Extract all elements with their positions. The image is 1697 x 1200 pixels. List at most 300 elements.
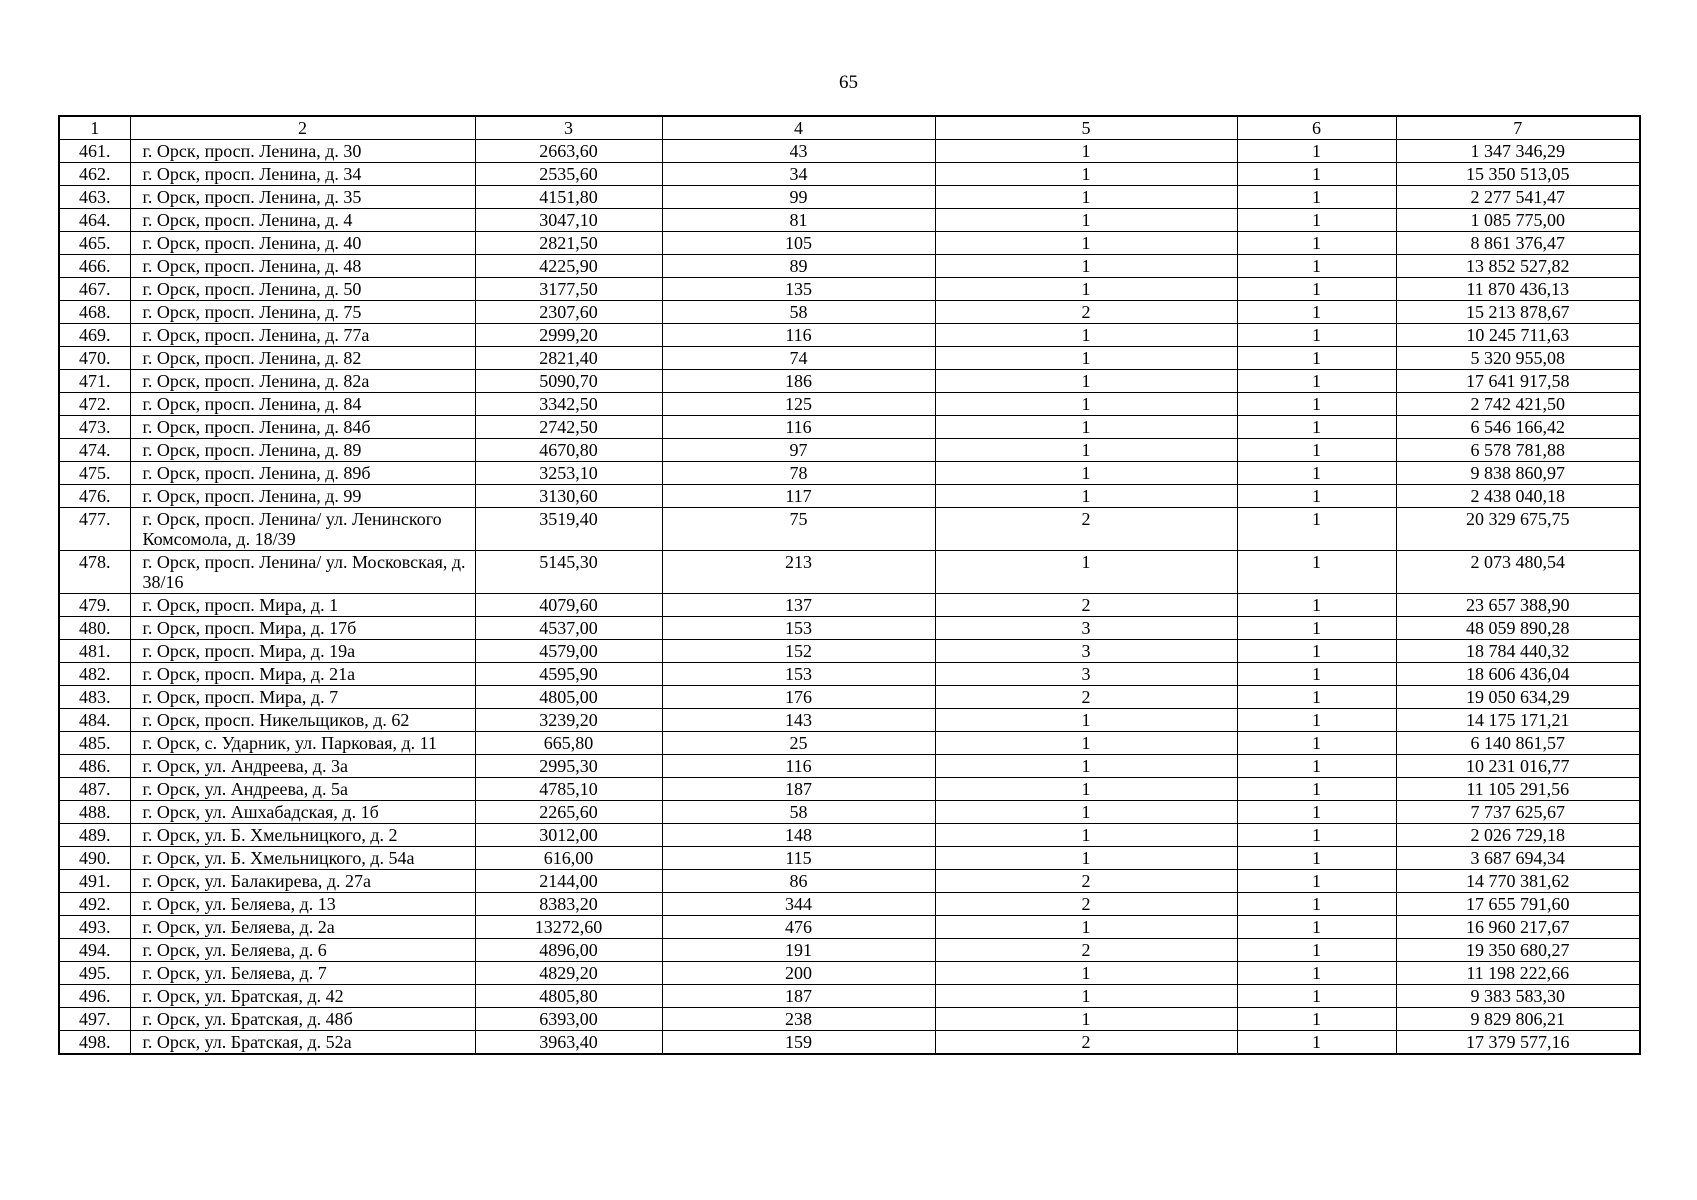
column-header: 4	[662, 116, 935, 140]
address-cell: г. Орск, просп. Ленина, д. 75	[130, 301, 475, 324]
column-4-cell: 34	[662, 163, 935, 186]
table-row	[59, 985, 1640, 1008]
column-3-cell: 5145,30	[475, 551, 662, 594]
address-cell: г. Орск, ул. Братская, д. 42	[130, 985, 475, 1008]
column-5-cell: 2	[935, 1031, 1237, 1055]
column-6-cell: 1	[1237, 551, 1396, 594]
table-row	[59, 370, 1640, 393]
column-7-cell: 8 861 376,47	[1396, 232, 1640, 255]
address-cell: г. Орск, ул. Балакирева, д. 27а	[130, 870, 475, 893]
address-cell: г. Орск, просп. Ленина/ ул. Московская, д. 38/16	[130, 551, 475, 594]
column-4-cell: 58	[662, 301, 935, 324]
column-6-cell: 1	[1237, 755, 1396, 778]
column-5-cell: 1	[935, 962, 1237, 985]
column-7-cell: 7 737 625,67	[1396, 801, 1640, 824]
column-6-cell: 1	[1237, 778, 1396, 801]
column-3-cell: 2144,00	[475, 870, 662, 893]
table-row	[59, 209, 1640, 232]
column-4-cell: 86	[662, 870, 935, 893]
row-number-cell: 481.	[59, 640, 130, 663]
row-number-cell: 478.	[59, 551, 130, 594]
row-number-cell: 461.	[59, 140, 130, 163]
row-number-cell: 466.	[59, 255, 130, 278]
column-7-cell: 2 742 421,50	[1396, 393, 1640, 416]
column-7-cell: 18 606 436,04	[1396, 663, 1640, 686]
column-3-cell: 2999,20	[475, 324, 662, 347]
column-4-cell: 117	[662, 485, 935, 508]
column-4-cell: 187	[662, 778, 935, 801]
address-cell: г. Орск, ул. Братская, д. 52а	[130, 1031, 475, 1055]
column-7-cell: 2 026 729,18	[1396, 824, 1640, 847]
address-cell: г. Орск, ул. Б. Хмельницкого, д. 54а	[130, 847, 475, 870]
column-4-cell: 99	[662, 186, 935, 209]
column-5-cell: 1	[935, 232, 1237, 255]
column-7-cell: 15 350 513,05	[1396, 163, 1640, 186]
table-row	[59, 870, 1640, 893]
column-3-cell: 4785,10	[475, 778, 662, 801]
column-5-cell: 1	[935, 209, 1237, 232]
column-4-cell: 81	[662, 209, 935, 232]
column-3-cell: 3253,10	[475, 462, 662, 485]
address-cell: г. Орск, просп. Ленина, д. 48	[130, 255, 475, 278]
column-4-cell: 116	[662, 416, 935, 439]
table-row	[59, 594, 1640, 617]
column-7-cell: 11 105 291,56	[1396, 778, 1640, 801]
column-3-cell: 4595,90	[475, 663, 662, 686]
column-6-cell: 1	[1237, 209, 1396, 232]
column-7-cell: 9 829 806,21	[1396, 1008, 1640, 1031]
registry-table	[58, 115, 1641, 1055]
column-3-cell: 616,00	[475, 847, 662, 870]
column-4-cell: 148	[662, 824, 935, 847]
row-number-cell: 493.	[59, 916, 130, 939]
address-cell: г. Орск, с. Ударник, ул. Парковая, д. 11	[130, 732, 475, 755]
row-number-cell: 477.	[59, 508, 130, 551]
table-row	[59, 301, 1640, 324]
column-7-cell: 13 852 527,82	[1396, 255, 1640, 278]
column-7-cell: 9 383 583,30	[1396, 985, 1640, 1008]
column-6-cell: 1	[1237, 324, 1396, 347]
row-number-cell: 474.	[59, 439, 130, 462]
column-5-cell: 1	[935, 778, 1237, 801]
column-6-cell: 1	[1237, 824, 1396, 847]
column-6-cell: 1	[1237, 893, 1396, 916]
column-6-cell: 1	[1237, 232, 1396, 255]
column-5-cell: 1	[935, 755, 1237, 778]
column-6-cell: 1	[1237, 962, 1396, 985]
column-6-cell: 1	[1237, 870, 1396, 893]
table-row	[59, 416, 1640, 439]
column-4-cell: 137	[662, 594, 935, 617]
column-header: 1	[59, 116, 130, 140]
column-3-cell: 3177,50	[475, 278, 662, 301]
table-row	[59, 347, 1640, 370]
column-3-cell: 5090,70	[475, 370, 662, 393]
column-6-cell: 1	[1237, 1031, 1396, 1055]
column-4-cell: 186	[662, 370, 935, 393]
column-7-cell: 11 870 436,13	[1396, 278, 1640, 301]
column-6-cell: 1	[1237, 186, 1396, 209]
table-row	[59, 324, 1640, 347]
column-7-cell: 5 320 955,08	[1396, 347, 1640, 370]
table-row	[59, 508, 1640, 551]
address-cell: г. Орск, просп. Мира, д. 17б	[130, 617, 475, 640]
row-number-cell: 469.	[59, 324, 130, 347]
column-6-cell: 1	[1237, 939, 1396, 962]
table-row	[59, 393, 1640, 416]
column-5-cell: 2	[935, 508, 1237, 551]
table-row	[59, 778, 1640, 801]
column-5-cell: 2	[935, 939, 1237, 962]
column-4-cell: 187	[662, 985, 935, 1008]
column-5-cell: 3	[935, 663, 1237, 686]
column-5-cell: 1	[935, 255, 1237, 278]
column-5-cell: 1	[935, 709, 1237, 732]
column-7-cell: 1 085 775,00	[1396, 209, 1640, 232]
row-number-cell: 475.	[59, 462, 130, 485]
column-3-cell: 6393,00	[475, 1008, 662, 1031]
column-7-cell: 10 231 016,77	[1396, 755, 1640, 778]
column-header: 7	[1396, 116, 1640, 140]
column-4-cell: 176	[662, 686, 935, 709]
address-cell: г. Орск, просп. Ленина, д. 89б	[130, 462, 475, 485]
row-number-cell: 487.	[59, 778, 130, 801]
column-3-cell: 2265,60	[475, 801, 662, 824]
column-6-cell: 1	[1237, 508, 1396, 551]
table-row	[59, 824, 1640, 847]
column-7-cell: 18 784 440,32	[1396, 640, 1640, 663]
column-5-cell: 1	[935, 278, 1237, 301]
row-number-cell: 486.	[59, 755, 130, 778]
column-5-cell: 2	[935, 893, 1237, 916]
column-7-cell: 11 198 222,66	[1396, 962, 1640, 985]
column-7-cell: 14 175 171,21	[1396, 709, 1640, 732]
column-5-cell: 1	[935, 732, 1237, 755]
column-3-cell: 13272,60	[475, 916, 662, 939]
address-cell: г. Орск, просп. Ленина, д. 82а	[130, 370, 475, 393]
row-number-cell: 485.	[59, 732, 130, 755]
column-4-cell: 344	[662, 893, 935, 916]
address-cell: г. Орск, просп. Ленина, д. 50	[130, 278, 475, 301]
column-5-cell: 1	[935, 1008, 1237, 1031]
row-number-cell: 491.	[59, 870, 130, 893]
row-number-cell: 483.	[59, 686, 130, 709]
table-row	[59, 686, 1640, 709]
column-6-cell: 1	[1237, 439, 1396, 462]
table-row	[59, 893, 1640, 916]
table-row	[59, 916, 1640, 939]
column-7-cell: 23 657 388,90	[1396, 594, 1640, 617]
column-4-cell: 143	[662, 709, 935, 732]
table-row	[59, 255, 1640, 278]
row-number-cell: 463.	[59, 186, 130, 209]
column-3-cell: 4579,00	[475, 640, 662, 663]
row-number-cell: 472.	[59, 393, 130, 416]
row-number-cell: 465.	[59, 232, 130, 255]
column-7-cell: 10 245 711,63	[1396, 324, 1640, 347]
column-3-cell: 4896,00	[475, 939, 662, 962]
column-4-cell: 58	[662, 801, 935, 824]
column-3-cell: 3239,20	[475, 709, 662, 732]
column-5-cell: 1	[935, 801, 1237, 824]
column-3-cell: 2742,50	[475, 416, 662, 439]
column-5-cell: 1	[935, 485, 1237, 508]
column-6-cell: 1	[1237, 663, 1396, 686]
row-number-cell: 464.	[59, 209, 130, 232]
column-5-cell: 1	[935, 847, 1237, 870]
column-6-cell: 1	[1237, 686, 1396, 709]
column-3-cell: 2821,40	[475, 347, 662, 370]
column-4-cell: 476	[662, 916, 935, 939]
column-6-cell: 1	[1237, 594, 1396, 617]
table-row	[59, 163, 1640, 186]
row-number-cell: 468.	[59, 301, 130, 324]
column-6-cell: 1	[1237, 347, 1396, 370]
column-3-cell: 4805,80	[475, 985, 662, 1008]
column-3-cell: 4079,60	[475, 594, 662, 617]
table-row	[59, 732, 1640, 755]
address-cell: г. Орск, просп. Ленина, д. 34	[130, 163, 475, 186]
column-4-cell: 153	[662, 663, 935, 686]
column-3-cell: 4225,90	[475, 255, 662, 278]
column-7-cell: 20 329 675,75	[1396, 508, 1640, 551]
address-cell: г. Орск, просп. Мира, д. 19а	[130, 640, 475, 663]
column-5-cell: 1	[935, 824, 1237, 847]
column-header: 6	[1237, 116, 1396, 140]
column-4-cell: 152	[662, 640, 935, 663]
column-4-cell: 115	[662, 847, 935, 870]
table-row	[59, 232, 1640, 255]
column-6-cell: 1	[1237, 709, 1396, 732]
address-cell: г. Орск, просп. Никельщиков, д. 62	[130, 709, 475, 732]
column-7-cell: 14 770 381,62	[1396, 870, 1640, 893]
column-4-cell: 125	[662, 393, 935, 416]
row-number-cell: 482.	[59, 663, 130, 686]
column-5-cell: 1	[935, 347, 1237, 370]
address-cell: г. Орск, просп. Ленина, д. 30	[130, 140, 475, 163]
row-number-cell: 479.	[59, 594, 130, 617]
column-3-cell: 2535,60	[475, 163, 662, 186]
column-4-cell: 43	[662, 140, 935, 163]
address-cell: г. Орск, просп. Ленина, д. 40	[130, 232, 475, 255]
column-6-cell: 1	[1237, 301, 1396, 324]
column-4-cell: 97	[662, 439, 935, 462]
table-row	[59, 439, 1640, 462]
column-4-cell: 200	[662, 962, 935, 985]
column-6-cell: 1	[1237, 163, 1396, 186]
column-4-cell: 116	[662, 755, 935, 778]
column-3-cell: 3519,40	[475, 508, 662, 551]
column-7-cell: 17 655 791,60	[1396, 893, 1640, 916]
column-4-cell: 159	[662, 1031, 935, 1055]
row-number-cell: 467.	[59, 278, 130, 301]
row-number-cell: 488.	[59, 801, 130, 824]
column-7-cell: 16 960 217,67	[1396, 916, 1640, 939]
column-4-cell: 116	[662, 324, 935, 347]
column-5-cell: 1	[935, 324, 1237, 347]
address-cell: г. Орск, ул. Беляева, д. 6	[130, 939, 475, 962]
column-6-cell: 1	[1237, 278, 1396, 301]
column-3-cell: 3342,50	[475, 393, 662, 416]
column-7-cell: 15 213 878,67	[1396, 301, 1640, 324]
column-7-cell: 48 059 890,28	[1396, 617, 1640, 640]
column-3-cell: 3047,10	[475, 209, 662, 232]
row-number-cell: 498.	[59, 1031, 130, 1055]
header-row	[59, 116, 1640, 140]
table-row	[59, 847, 1640, 870]
row-number-cell: 492.	[59, 893, 130, 916]
column-3-cell: 4537,00	[475, 617, 662, 640]
address-cell: г. Орск, просп. Ленина/ ул. Ленинского Комсомола, д. 18/39	[130, 508, 475, 551]
column-7-cell: 17 641 917,58	[1396, 370, 1640, 393]
column-3-cell: 4829,20	[475, 962, 662, 985]
address-cell: г. Орск, просп. Ленина, д. 4	[130, 209, 475, 232]
address-cell: г. Орск, ул. Беляева, д. 7	[130, 962, 475, 985]
address-cell: г. Орск, ул. Братская, д. 48б	[130, 1008, 475, 1031]
column-4-cell: 153	[662, 617, 935, 640]
table-row	[59, 186, 1640, 209]
column-5-cell: 1	[935, 163, 1237, 186]
row-number-cell: 489.	[59, 824, 130, 847]
table-row	[59, 1031, 1640, 1055]
column-5-cell: 3	[935, 617, 1237, 640]
column-5-cell: 1	[935, 416, 1237, 439]
column-6-cell: 1	[1237, 462, 1396, 485]
address-cell: г. Орск, просп. Мира, д. 1	[130, 594, 475, 617]
column-7-cell: 19 350 680,27	[1396, 939, 1640, 962]
column-4-cell: 74	[662, 347, 935, 370]
column-5-cell: 3	[935, 640, 1237, 663]
column-3-cell: 665,80	[475, 732, 662, 755]
column-3-cell: 8383,20	[475, 893, 662, 916]
column-7-cell: 2 438 040,18	[1396, 485, 1640, 508]
column-3-cell: 4670,80	[475, 439, 662, 462]
address-cell: г. Орск, ул. Беляева, д. 2а	[130, 916, 475, 939]
table-row	[59, 663, 1640, 686]
address-cell: г. Орск, ул. Ашхабадская, д. 1б	[130, 801, 475, 824]
column-5-cell: 1	[935, 985, 1237, 1008]
table-row	[59, 709, 1640, 732]
column-7-cell: 6 140 861,57	[1396, 732, 1640, 755]
column-3-cell: 4151,80	[475, 186, 662, 209]
column-header: 5	[935, 116, 1237, 140]
column-7-cell: 17 379 577,16	[1396, 1031, 1640, 1055]
address-cell: г. Орск, просп. Ленина, д. 84б	[130, 416, 475, 439]
column-3-cell: 4805,00	[475, 686, 662, 709]
column-6-cell: 1	[1237, 617, 1396, 640]
column-7-cell: 1 347 346,29	[1396, 140, 1640, 163]
table-row	[59, 939, 1640, 962]
column-3-cell: 3130,60	[475, 485, 662, 508]
column-6-cell: 1	[1237, 416, 1396, 439]
column-6-cell: 1	[1237, 255, 1396, 278]
address-cell: г. Орск, ул. Б. Хмельницкого, д. 2	[130, 824, 475, 847]
table-row	[59, 962, 1640, 985]
column-6-cell: 1	[1237, 985, 1396, 1008]
column-4-cell: 78	[662, 462, 935, 485]
column-5-cell: 1	[935, 916, 1237, 939]
column-4-cell: 191	[662, 939, 935, 962]
column-6-cell: 1	[1237, 640, 1396, 663]
column-5-cell: 1	[935, 462, 1237, 485]
column-6-cell: 1	[1237, 1008, 1396, 1031]
column-3-cell: 2307,60	[475, 301, 662, 324]
column-4-cell: 75	[662, 508, 935, 551]
column-5-cell: 1	[935, 186, 1237, 209]
column-4-cell: 105	[662, 232, 935, 255]
row-number-cell: 480.	[59, 617, 130, 640]
address-cell: г. Орск, просп. Ленина, д. 99	[130, 485, 475, 508]
table-row	[59, 640, 1640, 663]
column-5-cell: 1	[935, 370, 1237, 393]
table-row	[59, 755, 1640, 778]
column-5-cell: 1	[935, 439, 1237, 462]
column-5-cell: 1	[935, 393, 1237, 416]
column-3-cell: 2995,30	[475, 755, 662, 778]
table-row	[59, 551, 1640, 594]
column-4-cell: 89	[662, 255, 935, 278]
row-number-cell: 494.	[59, 939, 130, 962]
address-cell: г. Орск, ул. Андреева, д. 5а	[130, 778, 475, 801]
column-7-cell: 9 838 860,97	[1396, 462, 1640, 485]
column-5-cell: 2	[935, 301, 1237, 324]
address-cell: г. Орск, просп. Ленина, д. 77а	[130, 324, 475, 347]
column-6-cell: 1	[1237, 732, 1396, 755]
column-6-cell: 1	[1237, 370, 1396, 393]
column-7-cell: 19 050 634,29	[1396, 686, 1640, 709]
column-4-cell: 25	[662, 732, 935, 755]
address-cell: г. Орск, ул. Беляева, д. 13	[130, 893, 475, 916]
table-row	[59, 485, 1640, 508]
column-5-cell: 2	[935, 870, 1237, 893]
row-number-cell: 470.	[59, 347, 130, 370]
column-6-cell: 1	[1237, 140, 1396, 163]
address-cell: г. Орск, ул. Андреева, д. 3а	[130, 755, 475, 778]
column-7-cell: 6 546 166,42	[1396, 416, 1640, 439]
column-5-cell: 2	[935, 686, 1237, 709]
column-header: 3	[475, 116, 662, 140]
row-number-cell: 497.	[59, 1008, 130, 1031]
address-cell: г. Орск, просп. Ленина, д. 84	[130, 393, 475, 416]
column-4-cell: 213	[662, 551, 935, 594]
address-cell: г. Орск, просп. Мира, д. 7	[130, 686, 475, 709]
address-cell: г. Орск, просп. Ленина, д. 89	[130, 439, 475, 462]
row-number-cell: 473.	[59, 416, 130, 439]
table-row	[59, 462, 1640, 485]
column-7-cell: 6 578 781,88	[1396, 439, 1640, 462]
table-row	[59, 801, 1640, 824]
address-cell: г. Орск, просп. Ленина, д. 35	[130, 186, 475, 209]
row-number-cell: 484.	[59, 709, 130, 732]
column-5-cell: 1	[935, 140, 1237, 163]
row-number-cell: 490.	[59, 847, 130, 870]
address-cell: г. Орск, просп. Ленина, д. 82	[130, 347, 475, 370]
column-6-cell: 1	[1237, 485, 1396, 508]
column-header: 2	[130, 116, 475, 140]
column-3-cell: 2821,50	[475, 232, 662, 255]
column-5-cell: 1	[935, 551, 1237, 594]
column-3-cell: 3963,40	[475, 1031, 662, 1055]
row-number-cell: 462.	[59, 163, 130, 186]
column-4-cell: 238	[662, 1008, 935, 1031]
table-row	[59, 140, 1640, 163]
column-3-cell: 2663,60	[475, 140, 662, 163]
column-7-cell: 3 687 694,34	[1396, 847, 1640, 870]
page-number: 65	[839, 72, 858, 93]
row-number-cell: 496.	[59, 985, 130, 1008]
column-4-cell: 135	[662, 278, 935, 301]
row-number-cell: 471.	[59, 370, 130, 393]
